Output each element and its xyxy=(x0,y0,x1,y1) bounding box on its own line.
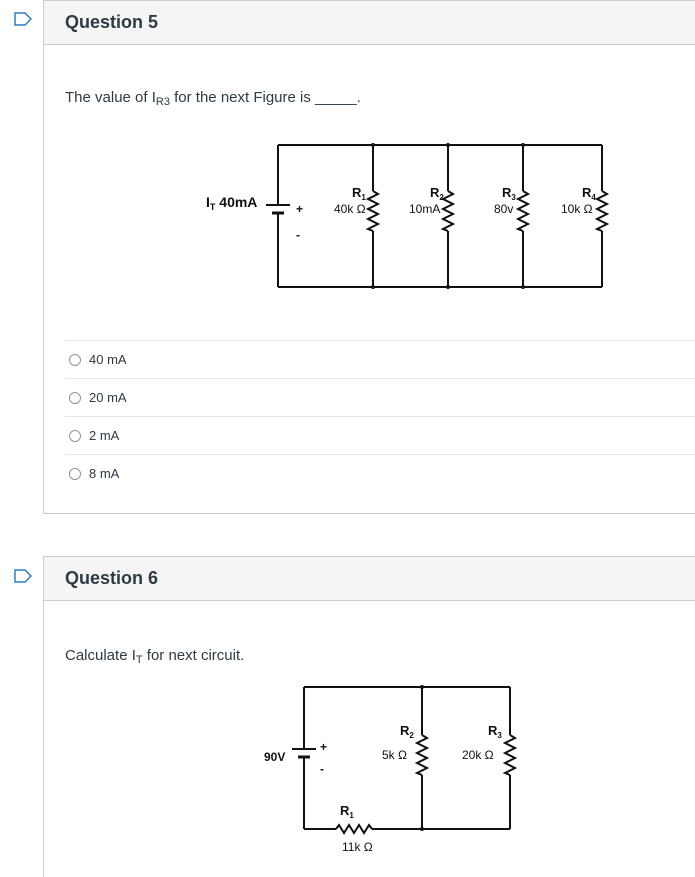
question-5 xyxy=(43,0,695,514)
answer-list xyxy=(65,340,695,492)
minus-sign: - xyxy=(320,762,324,776)
question-6 xyxy=(43,556,695,877)
r2-value: 10mA xyxy=(409,202,441,216)
r2-value: 5k Ω xyxy=(382,748,407,762)
plus-sign: + xyxy=(320,740,328,754)
radio-button[interactable] xyxy=(69,354,81,366)
answer-option[interactable]: 40 mA xyxy=(65,340,695,378)
r3-value: 20k Ω xyxy=(462,748,494,762)
flag-question-icon[interactable] xyxy=(14,12,32,26)
radio-button[interactable] xyxy=(69,430,81,442)
circuit-figure xyxy=(184,131,664,301)
r2-label: $R_2$ xyxy=(400,723,414,740)
answer-option[interactable]: 2 mA xyxy=(65,416,695,454)
minus-sign: - xyxy=(296,228,300,242)
source-label: $I_T$ 40mA xyxy=(206,194,258,212)
flag-question-icon[interactable] xyxy=(14,569,32,583)
r1-label: $R_1$ xyxy=(352,185,366,202)
r3-label: $R_3$ xyxy=(502,185,516,202)
radio-button[interactable] xyxy=(69,468,81,480)
plus-sign: + xyxy=(296,202,304,216)
r4-label: $R_4$ xyxy=(582,185,596,202)
answer-option[interactable]: 20 mA xyxy=(65,378,695,416)
r2-label: $R_2$ xyxy=(430,185,444,202)
r3-value: 80v xyxy=(494,202,514,216)
source-value: 90V xyxy=(264,750,286,764)
question-title: Question 5 xyxy=(44,1,695,45)
answer-option[interactable]: 8 mA xyxy=(65,454,695,492)
question-text: The value of $I_{R3}$ for the next Figure is _____. xyxy=(65,89,361,108)
question-title: Question 6 xyxy=(44,557,695,601)
r1-value: 40k Ω xyxy=(334,202,366,216)
r1-label: $R_1$ xyxy=(340,803,354,820)
question-text: Calculate $I_T$ for next circuit. xyxy=(65,647,245,666)
r1-value: 11k Ω xyxy=(342,840,373,854)
r3-label: $R_3$ xyxy=(488,723,502,740)
radio-button[interactable] xyxy=(69,392,81,404)
r4-value: 10k Ω xyxy=(561,202,593,216)
circuit-figure xyxy=(244,677,544,857)
